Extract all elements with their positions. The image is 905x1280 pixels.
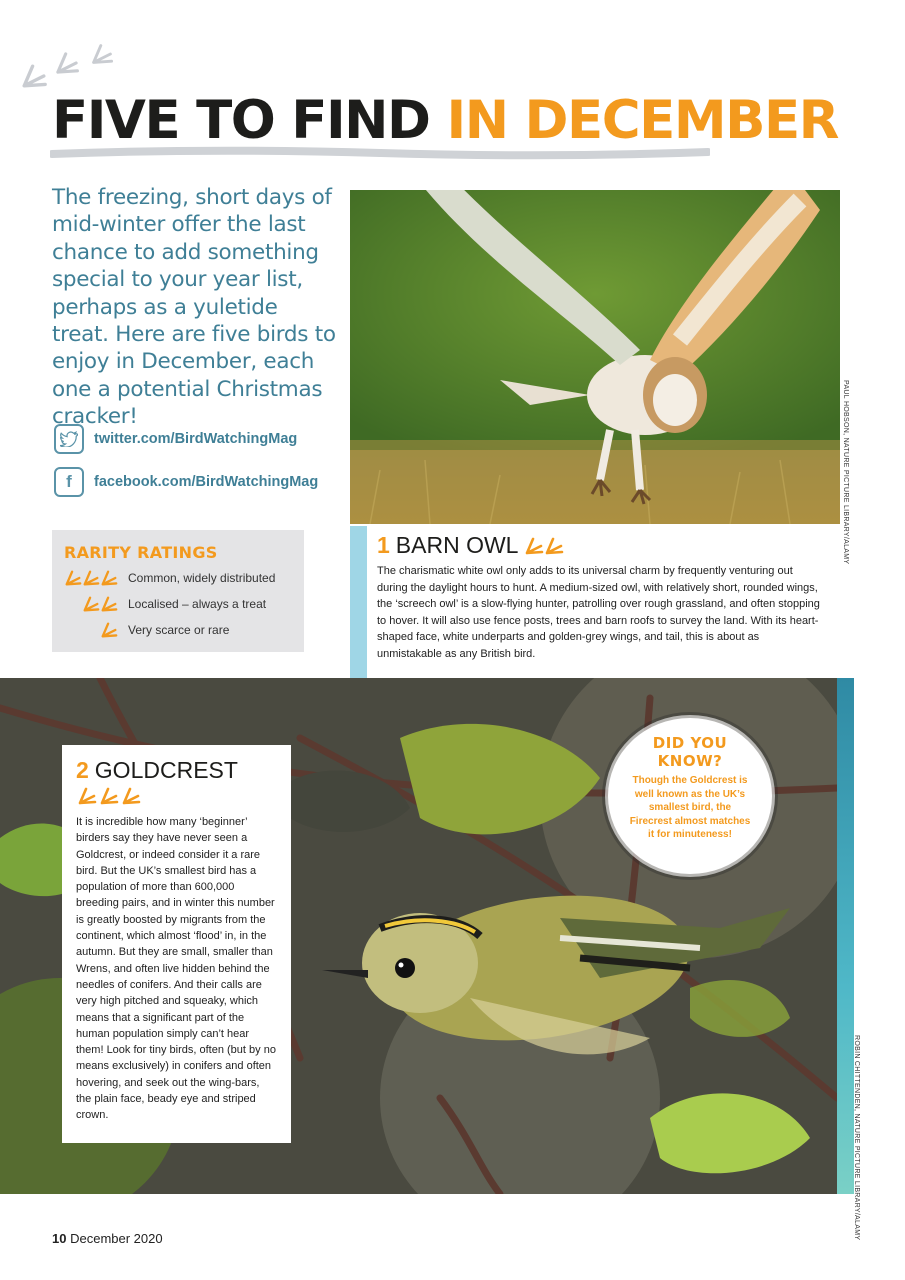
headline-part-1: FIVE TO FIND	[52, 90, 430, 151]
goldcrest-name: GOLDCREST	[94, 757, 238, 783]
rating-three-tracks-icon	[64, 569, 118, 587]
rating-one-track-icon	[100, 621, 118, 639]
twitter-link[interactable]	[54, 424, 297, 454]
goldcrest-number: 2	[76, 757, 89, 783]
rarity-row-localised	[82, 595, 266, 613]
bird-track-icon	[20, 62, 48, 90]
rarity-ratings-panel	[52, 530, 304, 652]
did-you-know-bubble	[608, 718, 772, 874]
owl-number: 1	[377, 532, 390, 558]
rarity-row-scarce	[100, 621, 229, 639]
page-footer	[52, 1231, 163, 1246]
bird-track-icon	[54, 50, 80, 76]
owl-photo-credit: PAUL HOBSON, NATURE PICTURE LIBRARY/ALAMY	[842, 380, 849, 565]
rarity-row-common	[64, 569, 275, 587]
twitter-url: twitter.com/BirdWatchingMag	[94, 431, 298, 447]
owl-accent-bar	[350, 526, 367, 678]
rarity-label: Common, widely distributed	[128, 571, 276, 585]
bird-track-icon	[90, 42, 114, 66]
rating-two-tracks-icon	[524, 536, 564, 556]
rarity-title: RARITY RATINGS	[64, 543, 218, 562]
twitter-bird-icon	[54, 424, 84, 454]
headline-part-2: IN DECEMBER	[446, 90, 838, 151]
page-headline	[52, 86, 852, 156]
goldcrest-photo-credit: ROBIN CHITTENDEN, NATURE PICTURE LIBRARY/ALAMY	[853, 1035, 860, 1241]
facebook-url: facebook.com/BirdWatchingMag	[94, 474, 319, 490]
issue-date: December 2020	[70, 1231, 163, 1246]
facebook-link[interactable]	[54, 467, 318, 497]
goldcrest-description: It is incredible how many ‘beginner’ birders say they have never seen a Goldcrest, or indeed consider it a rare bird. But the UK’s smallest bird has a population of more than 600,000 breeding pairs, and in winter this number is greatly boosted by migrants from the continent, which almost ‘flood’ in, in the autumn. But they are small, smaller than Wrens, and often live hidden behind the needles of conifers. And their calls are very high pitched and squeaky, which means that a significant part of the human population simply can’t hear them! Look for tiny birds, often (but by no means exclusively) in conifers and often hovering, and seek out the wing-bars, the plain face, beady eye and striped crown.	[76, 816, 276, 1122]
rating-three-tracks-icon	[76, 786, 277, 806]
did-you-know-text: Though the Goldcrest is well known as the UK’s smallest bird, the Firecrest almost matches it for minuteness!	[629, 775, 751, 841]
owl-name: BARN OWL	[395, 532, 519, 558]
goldcrest-accent-stripe	[837, 678, 854, 1194]
barn-owl-photo	[350, 190, 840, 524]
owl-description: The charismatic white owl only adds to its universal charm by frequently venturing out during the daylight hours to hunt. A medium-sized owl, with relatively short, rounded wings, the ‘screech owl’ is a slow-flying hunter, patrolling over rough grassland, and often stopping to hover. It will also use fence posts, trees and barn roofs to survey the land. With its heart-shaped face, white underparts and golden-grey wings, and tail, this is about as unmistakable as any British bird.	[377, 565, 820, 660]
goldcrest-panel	[62, 745, 291, 1143]
intro-paragraph: The freezing, short days of mid-winter offer the last chance to add something special to your year list, perhaps as a yuletide treat. Here are five birds to enjoy in December, each one a potential Christmas cracker!	[52, 185, 336, 430]
rarity-label: Very scarce or rare	[128, 623, 230, 637]
did-you-know-title: DID YOU KNOW?	[652, 734, 728, 770]
goldcrest-heading	[76, 757, 277, 784]
rating-two-tracks-icon	[82, 595, 118, 613]
page-number: 10	[52, 1231, 67, 1246]
facebook-f-icon: f	[54, 467, 84, 497]
rarity-label: Localised – always a treat	[128, 597, 267, 611]
owl-heading	[377, 532, 564, 559]
